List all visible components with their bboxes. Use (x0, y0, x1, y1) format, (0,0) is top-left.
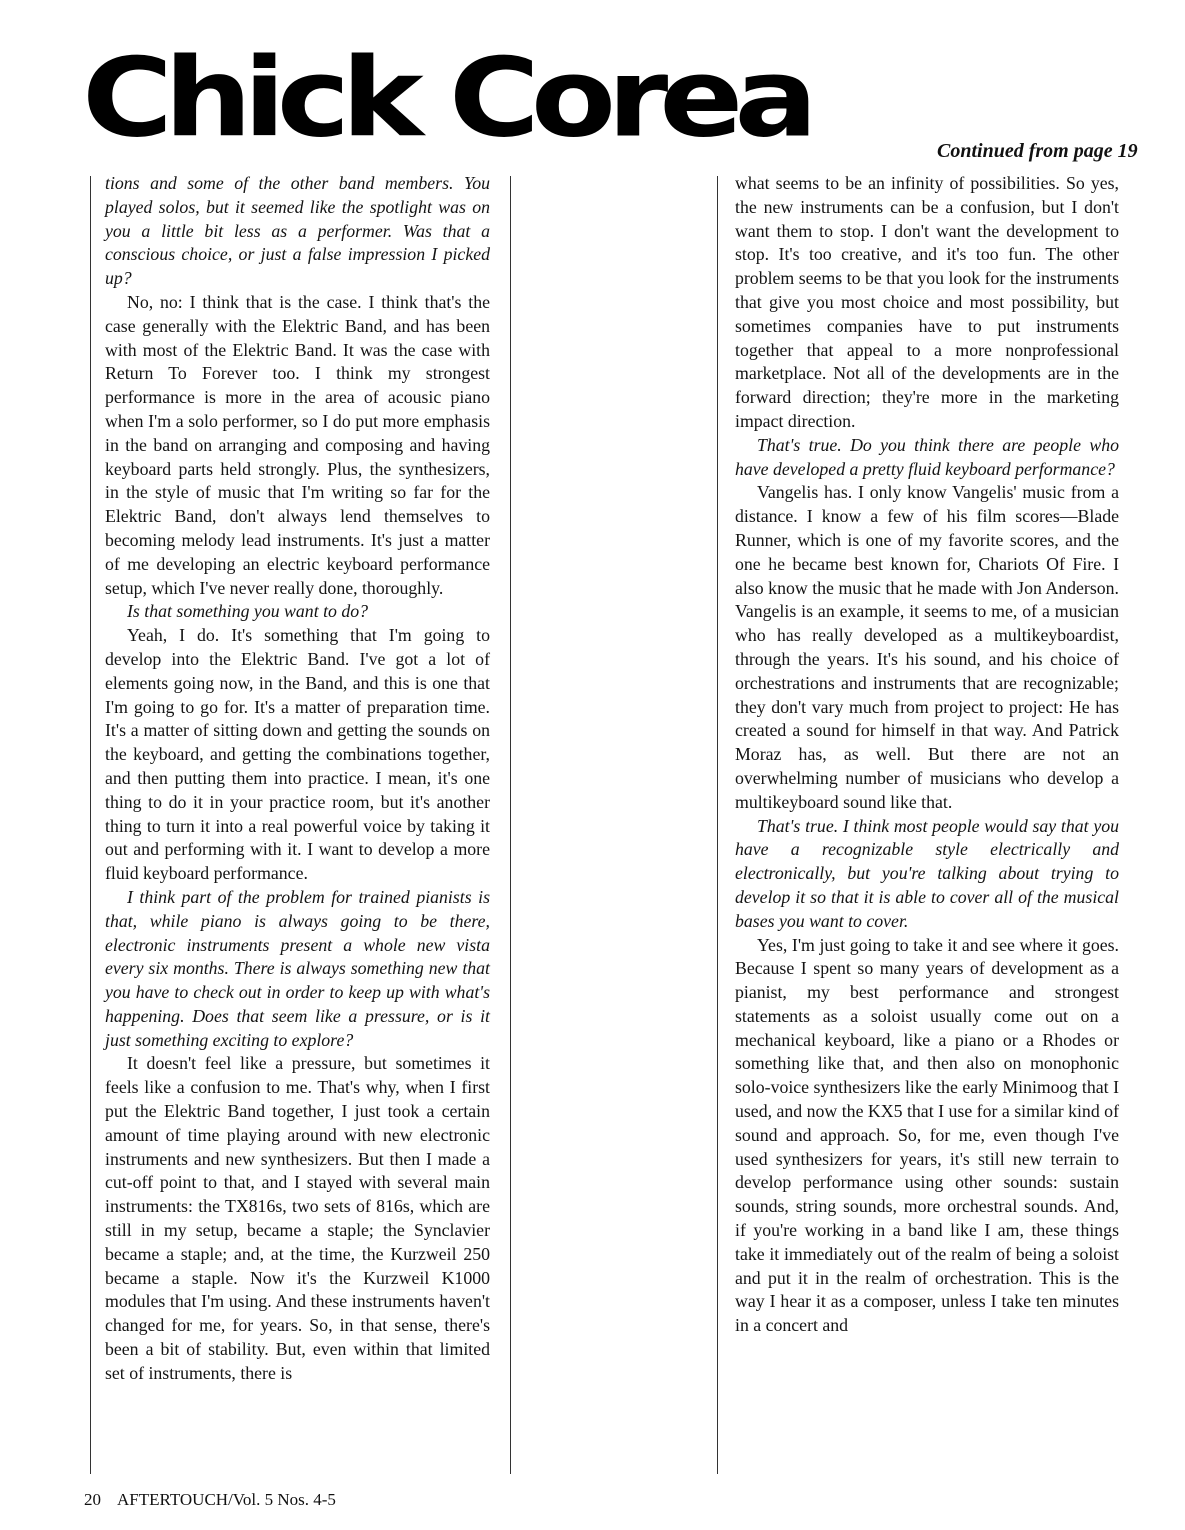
paragraph: It doesn't feel like a pressure, but sometimes it feels like a confusion to me. That's why, when I first put the Elektric Band together, I just took a certain amount of time playing around with new electronic instruments and new synthesizers. But then I made a cut-off point to that, and I stayed with several main instruments: the TX816s, two sets of 816s, which are still in my setup, became a staple; the Synclavier became a staple; and, at the time, the Kurzweil 250 became a staple. Now it's the Kurzweil K1000 modules that I'm using. And these instruments haven't changed for me, for years. So, in that sense, there's been a bit of stability. But, even within that limited set of instruments, there is (105, 1053, 490, 1383)
publication-name: AFTERTOUCH/Vol. 5 Nos. 4-5 (117, 1490, 336, 1509)
paragraph: That's true. Do you think there are people who have developed a pretty fluid keyboard performance? (735, 434, 1119, 479)
article-title: Chick Corea (82, 35, 810, 162)
paragraph: I think part of the problem for trained pianists is that, while piano is always going to be there, electronic instruments present a whole new vista every six months. There is always something new that you have to check out in order to keep up with what's happening. Does that seem like a pressure, or is it just something exciting to explore? (105, 886, 490, 1050)
column-rule-right (717, 176, 718, 1474)
paragraph: No, no: I think that is the case. I think that's the case generally with the Elektric Band, and has been with most of the Elektric Band. It was the case with Return To Forever too. I think my strongest performance is more in the area of acousic piano when I'm a solo performer, so I do put more emphasis in the band on arranging and composing and having keyboard parts held strongly. Plus, the synthesizers, in the style of music that I'm writing so far for the Elektric Band, don't always lend themselves to becoming melody lead instruments. It's just a matter of me developing an electric keyboard performance setup, which I've never really done, thoroughly. (105, 291, 490, 598)
paragraph: That's true. I think most people would say that you have a recognizable style electrically and electronically, but you're talking about trying to develop it so that it is able to cover all of the musical bases you want to cover. (735, 815, 1119, 931)
continued-note: Continued from page 19 (937, 140, 1138, 162)
page-number: 20 (84, 1490, 101, 1509)
paragraph: Is that something you want to do? (127, 601, 369, 622)
paragraph: Vangelis has. I only know Vangelis' music from a distance. I know a few of his film scores—Blade Runner, which is one of my favorite scores, and the one he became best known for, Chariots Of Fire. I also know the music that he made with Jon Anderson. Vangelis is an example, it seems to me, of a musician who has really developed as a multikeyboardist, through the years. It's his sound, and his choice of orchestrations and instruments that are recognizable; they don't vary much from project to project: He has created a sound for himself in that way. And Patrick Moraz has, as well. But there are not an overwhelming number of musicians who develop a multikeyboard sound like that. (735, 482, 1119, 812)
paragraph: what seems to be an infinity of possibilities. So yes, the new instruments can be a confusion, but I don't want them to stop. I don't want the development to stop. It's too creative, and it's too fun. The other problem seems to be that you look for the instruments that give you most choice and most possibility, but sometimes companies have to put instruments together that appeal to a more nonprofessional marketplace. Not all of the developments are in the forward direction; they're more in the marketing impact direction. (735, 173, 1119, 431)
page-footer (84, 1490, 336, 1510)
column-rule-left (90, 176, 91, 1474)
right-column (735, 172, 1119, 1338)
column-rule-center (510, 176, 511, 1474)
paragraph: tions and some of the other band members. You played solos, but it seemed like the spotlight was on you a little bit less as a performer. Was that a conscious choice, or just a false impression I picked up? (105, 173, 490, 289)
paragraph: Yes, I'm just going to take it and see where it goes. Because I spent so many years of development as a pianist, my best performance and strongest statements as a soloist usually come out on a mechanical keyboard, like a piano or a Rhodes or something like that, and then also on monophonic solo-voice synthesizers like the early Minimoog that I used, and now the KX5 that I use for a similar kind of sound and approach. So, for me, even though I've used synthesizers for years, it's still new terrain to develop performance using other sounds: sustain sounds, string sounds, more orchestral sounds. And, if you're working in a band like I am, these things take it immediately out of the realm of being a soloist and put it in the realm of orchestration. This is the way I hear it as a composer, unless I take ten minutes in a concert and (735, 934, 1119, 1336)
left-column (105, 172, 490, 1386)
paragraph: Yeah, I do. It's something that I'm going to develop into the Elektric Band. I've got a lot of elements going now, in the Band, and this is one that I'm going to go for. It's a matter of preparation time. It's a matter of sitting down and getting the sounds on the keyboard, and getting the combinations together, and then putting them into practice. I mean, it's one thing to do it in your practice room, but it's another thing to turn it into a real powerful voice by taking it out and performing with it. I want to develop a more fluid keyboard performance. (105, 625, 490, 884)
